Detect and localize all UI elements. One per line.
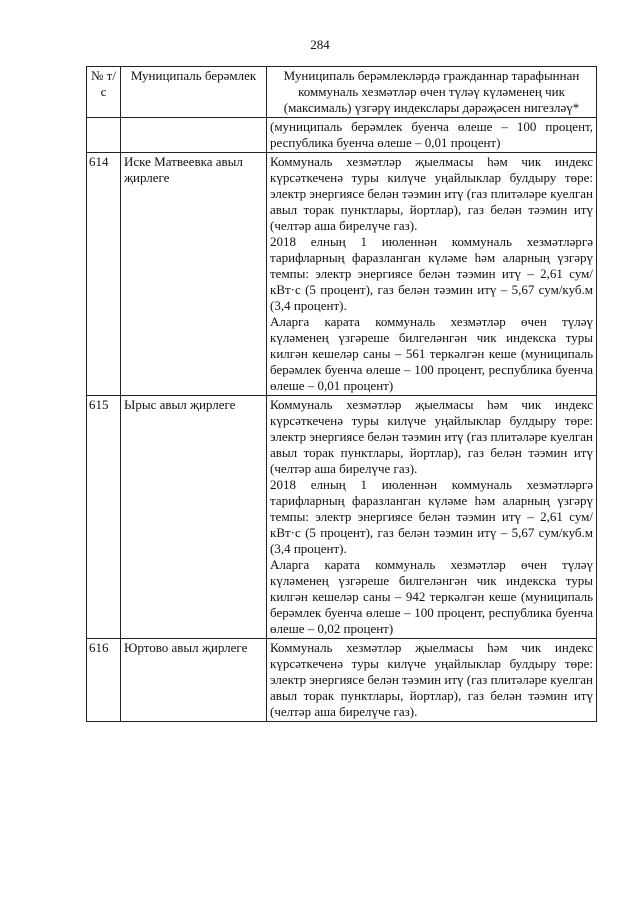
index-table	[86, 66, 597, 722]
row-number: 615	[87, 396, 121, 639]
continuation-number	[87, 118, 121, 153]
row-description	[267, 396, 597, 639]
row-municipality: Юртово авыл җирлеге	[121, 639, 267, 722]
table-row	[87, 153, 597, 396]
table-row-continuation	[87, 118, 597, 153]
header-number: № т/с	[87, 67, 121, 118]
continuation-text: (муниципаль берәмлек буенча өлеше – 100 процент, республика буенча өлеше – 0,01 процент)	[267, 118, 597, 153]
page-number: 284	[310, 37, 330, 52]
row-number: 614	[87, 153, 121, 396]
row-municipality: Ырыс авыл җирлеге	[121, 396, 267, 639]
table-row	[87, 639, 597, 722]
row-description	[267, 639, 597, 722]
row-paragraph: Коммуналь хезмәтләр җыелмасы һәм чик индекс күрсәткеченә туры килүче уңайлыклар булдыру төре: электр энергиясе белән тәэмин итү (газ плитәләре куелган авыл торак пунктлары, йортлар), газ белән тәэмин итү (челтәр аша бирелүче газ).	[270, 154, 593, 233]
table-row	[87, 396, 597, 639]
row-paragraph: Аларга карата коммуналь хезмәтләр өчен түләү күләменең үзгәреше билгеләнгән чик индекска туры килгән кешеләр саны – 561 теркәлгән кеше (муниципаль берәмлек буенча өлеше – 100 процент, республика буенча өлеше – 0,01 процент)	[270, 314, 593, 393]
row-description	[267, 153, 597, 396]
header-municipality: Муниципаль берәмлек	[121, 67, 267, 118]
row-municipality: Иске Матвеевка авыл җирлеге	[121, 153, 267, 396]
row-paragraph: Коммуналь хезмәтләр җыелмасы һәм чик индекс күрсәткеченә туры килүче уңайлыклар булдыру төре: электр энергиясе белән тәэмин итү (газ плитәләре куелган авыл торак пунктлары, йортлар), газ белән тәэмин итү (челтәр аша бирелүче газ).	[270, 640, 593, 719]
row-paragraph: 2018 елның 1 июленнән коммуналь хезмәтләргә тарифларның фаразланган күләме һәм аларның үзгәрү темпы: электр энергиясе белән тәэмин итү – 2,61 сум/кВт·с (5 процент), газ белән тәэмин итү – 5,67 сум/куб.м (3,4 процент).	[270, 234, 593, 313]
row-number: 616	[87, 639, 121, 722]
row-paragraph: Аларга карата коммуналь хезмәтләр өчен түләү күләменең үзгәреше билгеләнгән чик индекска туры килгән кешеләр саны – 942 теркәлгән кеше (муниципаль берәмлек буенча өлеше – 100 процент, республика буенча өлеше – 0,02 процент)	[270, 557, 593, 636]
header-index: Муниципаль берәмлекләрдә гражданнар тарафыннан коммуналь хезмәтләр өчен түләү күләменең чик (максималь) үзгәрү индекслары дәрәҗәсен нигезләү*	[267, 67, 597, 118]
row-paragraph: Коммуналь хезмәтләр җыелмасы һәм чик индекс күрсәткеченә туры килүче уңайлыклар булдыру төре: электр энергиясе белән тәэмин итү (газ плитәләре куелган авыл торак пунктлары, йортлар), газ белән тәэмин итү (челтәр аша бирелүче газ).	[270, 397, 593, 476]
continuation-name	[121, 118, 267, 153]
row-paragraph: 2018 елның 1 июленнән коммуналь хезмәтләргә тарифларның фаразланган күләме һәм аларның үзгәрү темпы: электр энергиясе белән тәэмин итү – 2,61 сум/кВт·с (5 процент), газ белән тәэмин итү – 5,67 сум/куб.м (3,4 процент).	[270, 477, 593, 556]
table-header-row	[87, 67, 597, 118]
